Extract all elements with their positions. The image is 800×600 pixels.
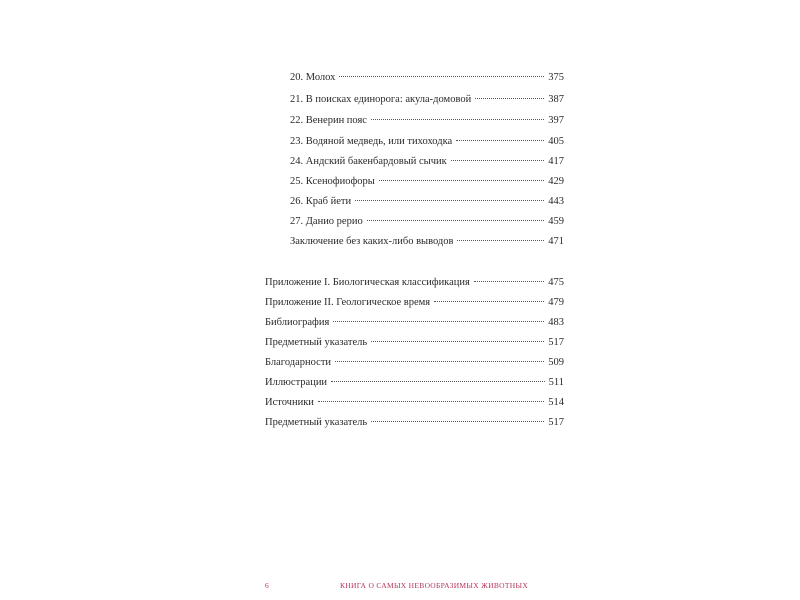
toc-entry-chapter-24 bbox=[290, 155, 564, 169]
toc-entry-subject-index-2 bbox=[265, 416, 564, 430]
toc-entry-page: 471 bbox=[548, 236, 564, 247]
dot-leader bbox=[456, 140, 544, 141]
toc-entry-label: Источники bbox=[265, 397, 314, 408]
toc-entry-conclusion bbox=[290, 235, 564, 249]
toc-entry-chapter-26 bbox=[290, 195, 564, 209]
dot-leader bbox=[335, 361, 544, 362]
toc-entry-chapter-23 bbox=[290, 135, 564, 149]
toc-entry-page: 387 bbox=[548, 94, 564, 105]
toc-entry-appendix-2 bbox=[265, 296, 564, 310]
toc-entry-appendix-1 bbox=[265, 276, 564, 290]
dot-leader bbox=[367, 220, 545, 221]
toc-entry-page: 517 bbox=[548, 337, 564, 348]
toc-entry-label: 22. Венерин пояс bbox=[290, 115, 367, 126]
toc-entry-chapter-20 bbox=[290, 71, 564, 85]
dot-leader bbox=[379, 180, 544, 181]
toc-entry-label: Предметный указатель bbox=[265, 337, 368, 348]
toc-entry-label: 26. Краб йети bbox=[290, 196, 352, 207]
toc-entry-label: 27. Данио рерио bbox=[290, 216, 363, 227]
toc-entry-label: Приложение I. Биологическая классификация bbox=[265, 277, 470, 288]
toc-entry-label: Благодарности bbox=[265, 357, 332, 368]
dot-leader bbox=[318, 401, 544, 402]
toc-entry-page: 514 bbox=[548, 397, 564, 408]
toc-entry-label: 21. В поисках единорога: акула-домовой bbox=[290, 94, 472, 105]
dot-leader bbox=[451, 160, 545, 161]
toc-entry-page: 509 bbox=[548, 357, 564, 368]
toc-entry-page: 375 bbox=[548, 72, 564, 83]
toc-entry-chapter-25 bbox=[290, 175, 564, 189]
dot-leader bbox=[457, 240, 544, 241]
toc-entry-page: 483 bbox=[548, 317, 564, 328]
toc-entry-chapter-21 bbox=[290, 93, 564, 107]
toc-entry-page: 429 bbox=[548, 176, 564, 187]
toc-entry-chapter-22 bbox=[290, 114, 564, 128]
footer-book-title: КНИГА О САМЫХ НЕВООБРАЗИМЫХ ЖИВОТНЫХ bbox=[340, 581, 529, 590]
toc-entry-label: 25. Ксенофиофоры bbox=[290, 176, 375, 187]
dot-leader bbox=[339, 76, 544, 77]
toc-entry-label: Приложение II. Геологическое время bbox=[265, 297, 431, 308]
toc-entry-label: 23. Водяной медведь, или тихоходка bbox=[290, 136, 453, 147]
toc-entry-page: 405 bbox=[548, 136, 564, 147]
toc-entry-sources bbox=[265, 396, 564, 410]
toc-entry-subject-index bbox=[265, 336, 564, 350]
dot-leader bbox=[434, 301, 544, 302]
toc-entry-label: 24. Андский бакенбардовый сычик bbox=[290, 156, 447, 167]
toc-entry-page: 511 bbox=[548, 377, 564, 388]
dot-leader bbox=[333, 321, 544, 322]
toc-entry-page: 517 bbox=[548, 417, 564, 428]
toc-entry-page: 479 bbox=[548, 297, 564, 308]
toc-entry-label: Предметный указатель bbox=[265, 417, 368, 428]
dot-leader bbox=[371, 119, 544, 120]
toc-entry-acknowledgements bbox=[265, 356, 564, 370]
footer-page-number: 6 bbox=[265, 581, 270, 590]
dot-leader bbox=[331, 381, 545, 382]
toc-entry-label: Библиография bbox=[265, 317, 330, 328]
dot-leader bbox=[474, 281, 544, 282]
dot-leader bbox=[475, 98, 544, 99]
toc-entry-page: 459 bbox=[548, 216, 564, 227]
toc-entry-illustrations bbox=[265, 376, 564, 390]
dot-leader bbox=[371, 341, 544, 342]
toc-entry-page: 417 bbox=[548, 156, 564, 167]
toc-entry-chapter-27 bbox=[290, 215, 564, 229]
toc-entry-label: 20. Молох bbox=[290, 72, 336, 83]
dot-leader bbox=[371, 421, 544, 422]
toc-entry-bibliography bbox=[265, 316, 564, 330]
toc-entry-page: 397 bbox=[548, 115, 564, 126]
dot-leader bbox=[355, 200, 544, 201]
toc-entry-label: Иллюстрации bbox=[265, 377, 328, 388]
toc-entry-label: Заключение без каких-либо выводов bbox=[290, 236, 454, 247]
toc-entry-page: 443 bbox=[548, 196, 564, 207]
toc-entry-page: 475 bbox=[548, 277, 564, 288]
